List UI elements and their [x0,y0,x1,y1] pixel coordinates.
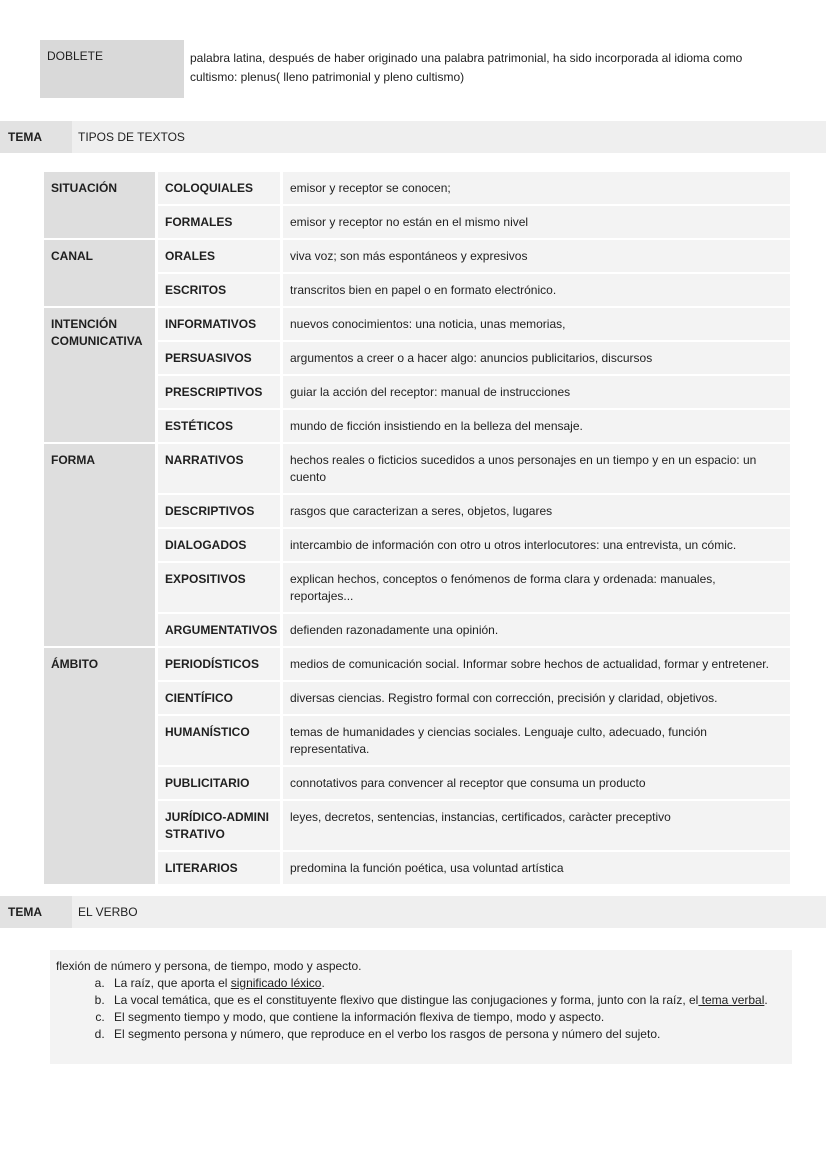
description-cell: mundo de ficción insistiendo en la belleza del mensaje. [280,410,790,444]
description-cell: predomina la función poética, usa voluntad artística [280,852,790,886]
table-row [44,376,790,410]
tema-title: TIPOS DE TEXTOS [78,130,185,144]
type-cell: INFORMATIVOS [155,308,280,342]
type-cell: PUBLICITARIO [155,767,280,801]
type-cell: ARGUMENTATIVOS [155,614,280,648]
table-row [44,682,790,716]
type-cell: PERSUASIVOS [155,342,280,376]
category-cell: CANAL [44,240,155,308]
tema-header-tipos [0,121,826,153]
description-cell: intercambio de información con otro u otros interlocutores: una entrevista, un cómic. [280,529,790,563]
tema-verbal-link[interactable]: tema verbal [698,993,765,1007]
doblete-definition [40,40,790,98]
description-cell: nuevos conocimientos: una noticia, unas memorias, [280,308,790,342]
table-row [44,716,790,767]
verbo-list [56,975,782,1043]
description-cell: rasgos que caracterizan a seres, objetos, lugares [280,495,790,529]
category-cell: ÁMBITO [44,648,155,886]
description-cell: explican hechos, conceptos o fenómenos de forma clara y ordenada: manuales, reportajes... [280,563,790,614]
list-item: c. El segmento tiempo y modo, que contiene la información flexiva de tiempo, modo y aspecto. [108,1009,782,1026]
table-row [44,648,790,682]
tema-label: TEMA [0,121,72,153]
type-cell: DIALOGADOS [155,529,280,563]
table-row [44,767,790,801]
type-cell: COLOQUIALES [155,172,280,206]
category-cell: SITUACIÓN [44,172,155,240]
table-row [44,852,790,886]
type-cell: LITERARIOS [155,852,280,886]
tema-header-verbo [0,896,826,928]
type-cell: ESCRITOS [155,274,280,308]
table-row [44,410,790,444]
verbo-intro: flexión de número y persona, de tiempo, modo y aspecto. [56,959,362,973]
type-cell: NARRATIVOS [155,444,280,495]
table-row [44,529,790,563]
doblete-text: palabra latina, después de haber originado una palabra patrimonial, ha sido incorporada al idioma como cultismo: plenus( lleno patrimonial y pleno cultismo) [190,51,743,84]
type-cell: FORMALES [155,206,280,240]
table-row [44,563,790,614]
table-row [44,172,790,206]
table-row [44,240,790,274]
type-cell: ESTÉTICOS [155,410,280,444]
list-item: a. La raíz, que aporta el significado léxico. [108,975,782,992]
description-cell: emisor y receptor se conocen; [280,172,790,206]
list-item: d. El segmento persona y número, que reproduce en el verbo los rasgos de persona y número del sujeto. [108,1026,782,1043]
description-cell: argumentos a creer o a hacer algo: anuncios publicitarios, discursos [280,342,790,376]
doblete-term: DOBLETE [40,40,184,98]
description-cell: diversas ciencias. Registro formal con corrección, precisión y claridad, objetivos. [280,682,790,716]
table-row [44,801,790,852]
table-row [44,342,790,376]
type-cell: PRESCRIPTIVOS [155,376,280,410]
table-row [44,274,790,308]
table-row [44,308,790,342]
type-cell: DESCRIPTIVOS [155,495,280,529]
description-cell: medios de comunicación social. Informar sobre hechos de actualidad, formar y entretener. [280,648,790,682]
tema-label: TEMA [0,896,72,928]
description-cell: defienden razonadamente una opinión. [280,614,790,648]
type-cell: CIENTÍFICO [155,682,280,716]
table-row [44,444,790,495]
list-item: b. La vocal temática, que es el constituyente flexivo que distingue las conjugaciones y forma, junto con la raíz, el tema verbal. [108,992,782,1009]
type-cell: PERIODÍSTICOS [155,648,280,682]
significado-lexico-link[interactable]: significado léxico [230,976,322,990]
type-cell: JURÍDICO-ADMINI STRATIVO [155,801,280,852]
description-cell: viva voz; son más espontáneos y expresivos [280,240,790,274]
description-cell: transcritos bien en papel o en formato electrónico. [280,274,790,308]
description-cell: connotativos para convencer al receptor que consuma un producto [280,767,790,801]
verbo-section [50,950,792,1064]
table-row [44,614,790,648]
category-cell: FORMA [44,444,155,648]
description-cell: leyes, decretos, sentencias, instancias, certificados, caràcter preceptivo [280,801,790,852]
category-cell: INTENCIÓN COMUNICATIVA [44,308,155,444]
type-cell: HUMANÍSTICO [155,716,280,767]
description-cell: temas de humanidades y ciencias sociales. Lenguaje culto, adecuado, función representativa. [280,716,790,767]
description-cell: guiar la acción del receptor: manual de instrucciones [280,376,790,410]
description-cell: hechos reales o ficticios sucedidos a unos personajes en un tiempo y en un espacio: un cuento [280,444,790,495]
description-cell: emisor y receptor no están en el mismo nivel [280,206,790,240]
type-cell: EXPOSITIVOS [155,563,280,614]
tipos-de-textos-table [44,172,790,886]
tema-title: EL VERBO [78,905,138,919]
type-cell: ORALES [155,240,280,274]
table-row [44,495,790,529]
table-row [44,206,790,240]
